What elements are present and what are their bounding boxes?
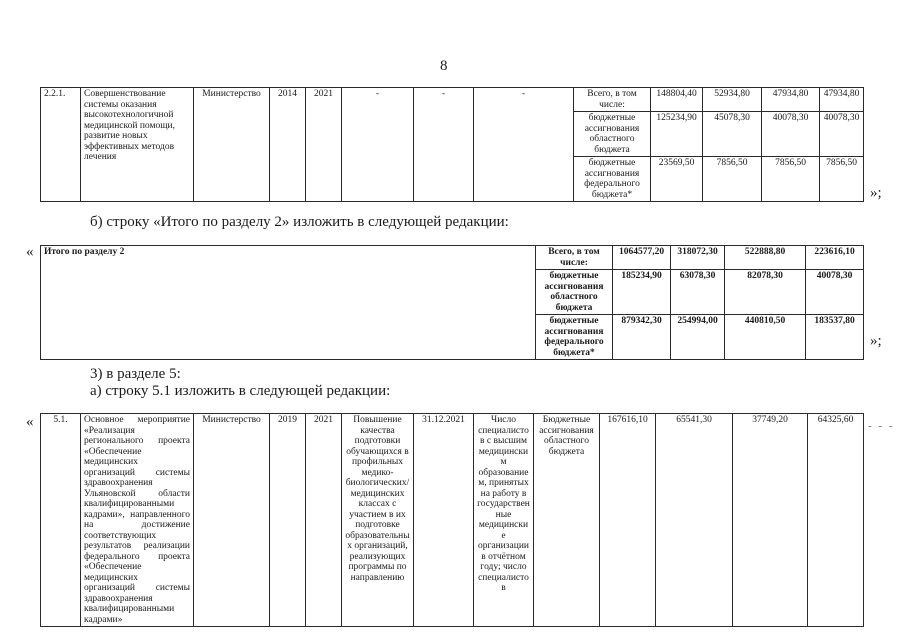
value-year-2: 82078,30 [725,270,806,315]
value-year-1: 52934,80 [703,88,762,112]
value-total: 23569,50 [651,157,703,202]
value-year-1: 65541,30 [656,414,733,627]
value-total: 167616,10 [600,414,656,627]
value-year-1: 7856,50 [703,157,762,202]
table-row-5-1 [40,413,864,627]
value-year-1: 45078,30 [703,112,762,157]
heading-section-5: 3) в разделе 5: [90,366,181,382]
table-total-section-2 [40,245,864,360]
value-total: 148804,40 [651,88,703,112]
table-row-2-2-1 [40,87,864,202]
end-year: 2021 [306,414,342,627]
date-cell: 31.12.2021 [414,414,474,627]
start-year: 2019 [270,414,306,627]
measure-name: Основное мероприятие «Реализация регионального проекта «Обеспечение медицинских организаций системы здравоохранения Ульяновской области квалифицированными кадрами», направленного на достижение соответствующих результатов реализации федерального проекта «Обеспечение медицинских организаций системы здравоохранения квалифицированными кадрами» [81,414,194,627]
value-total: 1064577,20 [613,246,671,270]
source-label: бюджетные ассигнования федерального бюджета* [536,315,613,360]
row-number: 2.2.1. [41,88,81,202]
value-year-3: 183537,80 [806,315,864,360]
heading-b: б) строку «Итого по разделу 2» изложить в следующей редакции: [90,214,509,230]
value-year-2: 40078,30 [762,112,820,157]
result-cell: - [342,88,414,202]
date-cell: - [414,88,474,202]
closing-quote: »; [870,333,882,349]
row-number: 5.1. [41,414,81,627]
value-year-1: 318072,30 [671,246,725,270]
value-year-3: 40078,30 [806,270,864,315]
opening-quote: « [26,414,34,430]
indicator-cell: Число специалистов с высшим медицинским образованием, принятых на работу в государственные медицинские организации в отчётном году; число специалистов [474,414,534,627]
heading-a: а) строку 5.1 изложить в следующей редакции: [90,383,391,399]
source-label: бюджетные ассигнования областного бюджета [574,112,651,157]
source-label: бюджетные ассигнования федерального бюджета* [574,157,651,202]
value-year-3: 7856,50 [820,157,864,202]
result-cell: Повышение качества подготовки обучающихся в профильных медико-биологических/медицинских классах с участием в их подготовке образовательных организаций, реализующих программы по направлению [342,414,414,627]
source-label: Всего, в том числе: [574,88,651,112]
value-year-2: 522888,80 [725,246,806,270]
value-year-3: 64325,60 [808,414,864,627]
value-year-3: 223616,10 [806,246,864,270]
value-total: 125234,90 [651,112,703,157]
executor: Министерство [194,414,270,627]
closing-quote: »; [870,185,882,201]
total-label: Итого по разделу 2 [41,246,536,360]
opening-quote: « [26,244,34,260]
trailing-dashes: - - - [868,420,895,432]
indicator-cell: - [474,88,574,202]
page-number: 8 [440,58,448,74]
value-year-1: 254994,00 [671,315,725,360]
value-year-2: 440810,50 [725,315,806,360]
executor: Министерство [194,88,270,202]
value-total: 185234,90 [613,270,671,315]
source-label: Всего, в том числе: [536,246,613,270]
source-label: Бюджетные ассигнования областного бюджета [534,414,600,627]
measure-name: Совершенствование системы оказания высокотехнологичной медицинской помощи, развитие новых эффективных методов лечения [81,88,194,202]
source-label: бюджетные ассигнования областного бюджета [536,270,613,315]
value-year-2: 37749,20 [733,414,808,627]
start-year: 2014 [270,88,306,202]
end-year: 2021 [306,88,342,202]
value-total: 879342,30 [613,315,671,360]
value-year-1: 63078,30 [671,270,725,315]
value-year-2: 7856,50 [762,157,820,202]
value-year-2: 47934,80 [762,88,820,112]
value-year-3: 40078,30 [820,112,864,157]
value-year-3: 47934,80 [820,88,864,112]
